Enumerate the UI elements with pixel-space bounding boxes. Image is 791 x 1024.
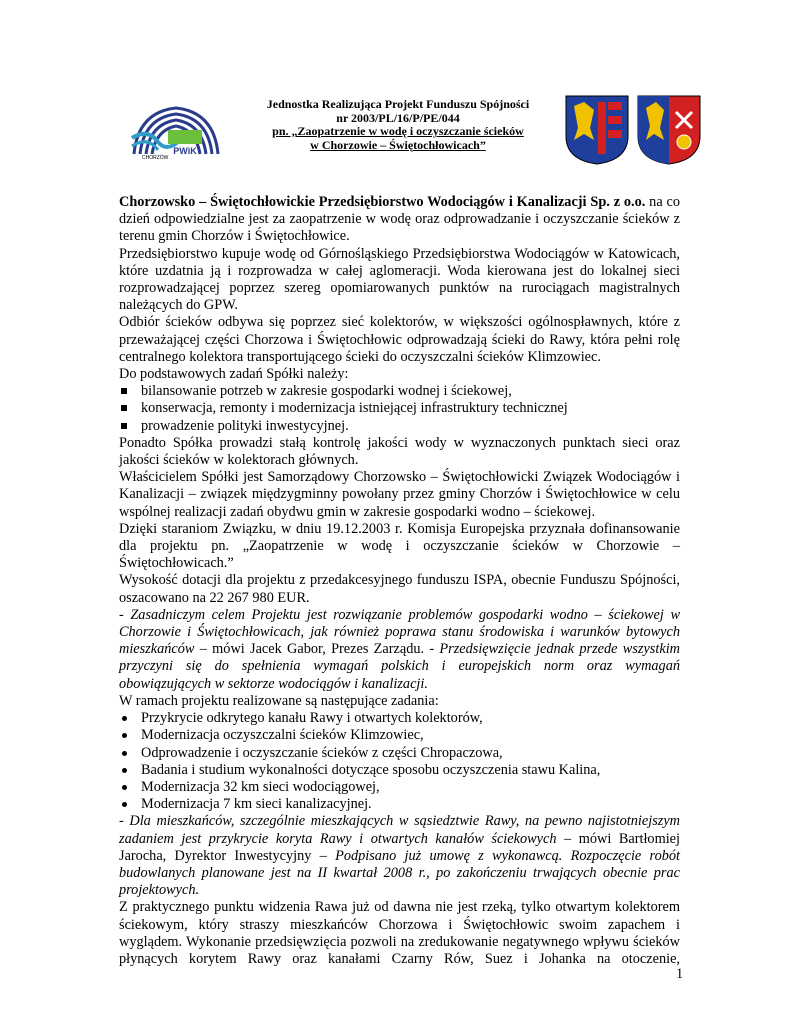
page-number: 1 (676, 966, 684, 982)
page-header (0, 98, 791, 168)
list-item: Modernizacja 32 km sieci wodociągowej, (119, 779, 680, 796)
logo-small-text: CHORZÓW (142, 155, 169, 160)
document-body (119, 194, 680, 968)
list-item: Modernizacja oczyszczalni ścieków Klimzowiec, (119, 727, 680, 744)
list-item: prowadzenie polityki inwestycyjnej. (119, 418, 680, 435)
list-item: bilansowanie potrzeb w zakresie gospodarki wodnej i ściekowej, (119, 383, 680, 400)
list-item: Odprowadzenie i oczyszczanie ścieków z części Chropaczowa, (119, 745, 680, 762)
quote-president (119, 607, 680, 693)
quote-text: Podpisano już umowę z wykonawcą. Rozpoczęcie robót budowlanych planowane jest na II kwartał 2008 r., po zakończeniu trwających obecnie prac projektowych. (119, 847, 680, 899)
quote-text: - Dla mieszkańców, szczególnie mieszkających w sąsiedztwie Rawy, na pewno najistotniejszym zadaniem jest przykrycie koryta Rawy i otwartych kanałów ściekowych (119, 813, 680, 847)
company-tasks-list (119, 383, 680, 435)
list-item: Badania i studium wykonalności dotyczące sposobu oczyszczenia stawu Kalina, (119, 762, 680, 779)
intro-paragraph (119, 194, 680, 246)
paragraph-sewage: Odbiór ścieków odbywa się poprzez sieć kolektorów, w większości ogólnospławnych, które z przeważającej części Chorzowa i Świętochłowic odprowadzają ścieki do Rawy, która pełni rolę centralnego kolektora transportującego ścieki do oczyszczalni ścieków Klimzowiec. (119, 314, 680, 365)
quote-director (119, 813, 680, 899)
paragraph-quality-control: Ponadto Spółka prowadzi stałą kontrolę jakości wody w wyznaczonych punktach sieci oraz jakości ścieków w kolektorach głównych. (119, 434, 680, 469)
chorzow-crest-icon (566, 96, 628, 164)
list-item: konserwacja, remonty i modernizacja istniejącej infrastruktury technicznej (119, 400, 680, 417)
header-line-2: nr 2003/PL/16/P/PE/044 (336, 110, 460, 125)
intro-text: na co dzień odpowiedzialne jest za zaopatrzenie w wodę oraz odprowadzanie i oczyszczanie ścieków z terenu gmin Chorzów i Świętochłowice. (119, 194, 680, 245)
header-line-4: w Chorzowie – Świętochłowicach” (310, 137, 486, 152)
quote-text: - Przedsięwzięcie jednak przede wszystkim przyczyni się do spełnienia wymagań polskich i europejskich norm oraz wymagań obowiązujących w sektorze wodociągów i kanalizacji. (119, 641, 680, 692)
company-name: Chorzowsko – Świętochłowickie Przedsiębiorstwo Wodociągów i Kanalizacji Sp. z o.o. (119, 194, 646, 210)
paragraph-project-tasks-intro: W ramach projektu realizowane są następujące zadania: (119, 692, 439, 709)
header-line-3: pn. „Zaopatrzenie w wodę i oczyszczanie ścieków (272, 124, 524, 139)
pwik-logo (128, 98, 224, 160)
paragraph-owner: Właścicielem Spółki jest Samorządowy Chorzowsko – Świętochłowicki Związek Wodociągów i Kanalizacji – związek międzygminny powołany przez gminy Chorzów i Świętochłowice w celu wspólnej realizacji zadań obydwu gmin w zakresie gospodarki wodno – ściekowej. (119, 469, 680, 520)
quote-attribution: – mówi Jacek Gabor, Prezes Zarządu. (194, 641, 430, 658)
project-header-text (228, 98, 568, 152)
city-crests (564, 94, 704, 166)
paragraph-funding: Dzięki staraniom Związku, w dniu 19.12.2003 r. Komisja Europejska przyznała dofinansowanie dla projektu pn. „Zaopatrzenie w wodę i oczyszczanie ścieków w Chorzowie – Świętochłowicach.” (119, 520, 680, 572)
list-item: Modernizacja 7 km sieci kanalizacyjnej. (119, 796, 680, 813)
swietochlowice-crest-icon (638, 96, 700, 164)
list-item: Przykrycie odkrytego kanału Rawy i otwartych kolektorów, (119, 710, 680, 727)
paragraph-tasks-intro: Do podstawowych zadań Spółki należy: (119, 366, 349, 383)
paragraph-water-supply: Przedsiębiorstwo kupuje wodę od Górnośląskiego Przedsiębiorstwa Wodociągów w Katowicach, które uzdatnia ją i rozprowadza w całej aglomeracji. Woda kierowana jest do lokalnej sieci rozprowadzającej poprzez szereg opomiarowanych punktów na rurociągach magistralnych należących do GPW. (119, 245, 680, 314)
project-tasks-list (119, 710, 680, 813)
paragraph-rawa: Z praktycznego punktu widzenia Rawa już od dawna nie jest rzeką, tylko otwartym kolektorem ściekowym, który straszy mieszkańców Chorzowa i Świętochłowic swoim zapachem i wyglądem. Wykonanie przedsięwzięcia pozwoli na zredukowanie negatywnego wpływu ścieków płynących korytem Rawy oraz kanałami Czarny Rów, Suez i Johanka na otoczenie, (119, 899, 680, 967)
paragraph-grant-amount: Wysokość dotacji dla projektu z przedakcesyjnego funduszu ISPA, obecnie Funduszu Spójności, oszacowano na 22 267 980 EUR. (119, 572, 680, 606)
header-line-1: Jednostka Realizująca Projekt Funduszu Spójności (266, 97, 530, 111)
quote-attribution: – mówi Bartłomiej Jarocha, Dyrektor Inwestycyjny – (119, 830, 680, 864)
logo-text: PWiK (173, 146, 197, 156)
quote-text: - Zasadniczym celem Projektu jest rozwiązanie problemów gospodarki wodno – ściekowej w Chorzowie i Świętochłowicach, jak również poprawa stanu środowiska i warunków bytowych mieszkańców (119, 606, 680, 658)
